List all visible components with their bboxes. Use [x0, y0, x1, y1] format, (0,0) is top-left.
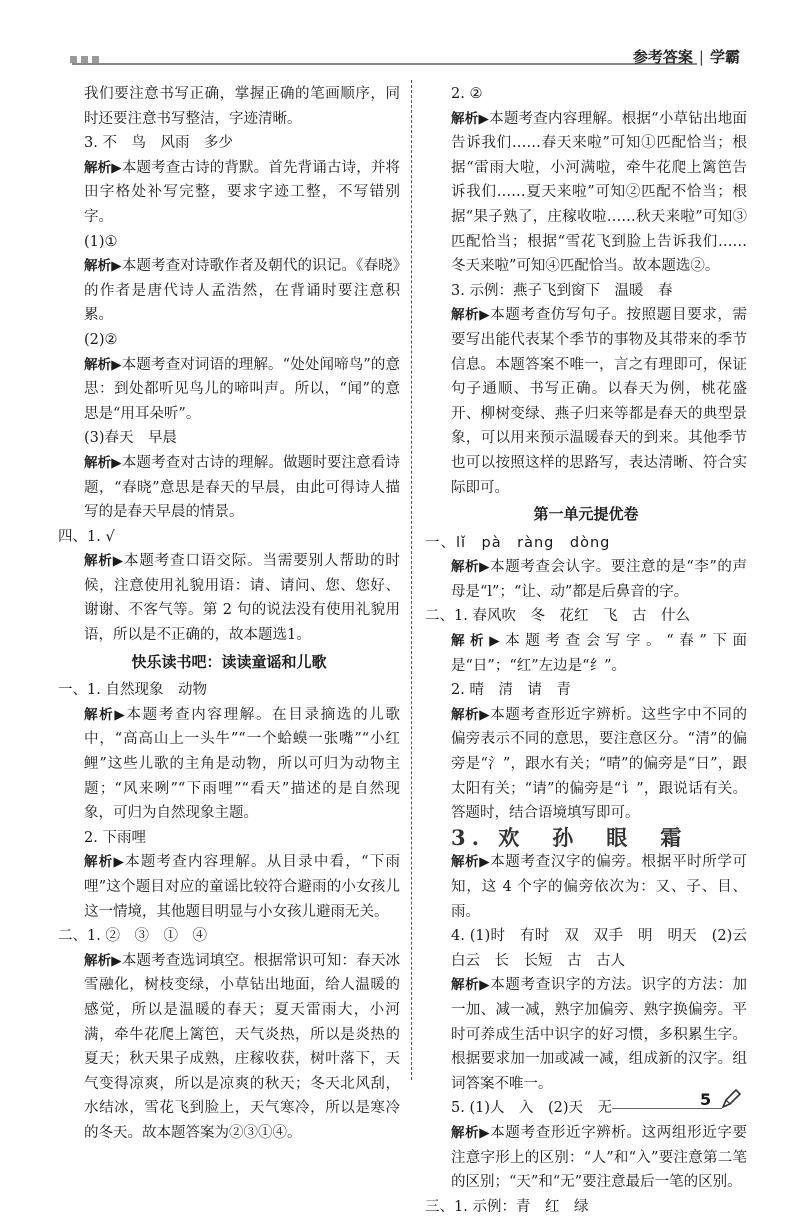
header-title [633, 46, 740, 67]
analysis-text: 本题考查仿写句子。按照题目要求，需要写出能代表某个季节的事物及其带来的季节信息。本题答案不唯一，言之有理即可，保证句子通顺、书写正确。以春天为例，桃花盛开、柳树变绿、燕子归来等都是春天的典型景象，可以用来预示温暖春天的到来。其他季节也可以按照这样的思路写，表达清晰、符合实际即可。 [451, 307, 747, 496]
analysis-label: 解析▶ [84, 553, 125, 570]
analysis-label: 解析▶ [451, 977, 491, 994]
answer-line: 一、1. 自然现象 动物 [58, 682, 207, 699]
answer-line: 二、1. 春风吹 冬 花红 飞 古 什么 [425, 608, 690, 625]
analysis-text: 本题考查内容理解。在目录摘选的儿歌中，“高高山上一头牛”“一个蛤蟆一张嘴”“小红鲤”这些儿歌的主角是动物，所以可归为动物主题；“风来咧”“下雨哩”“看天”描述的是自然现象，可归为自然现象主题。 [84, 706, 400, 822]
analysis-paragraph [425, 555, 747, 604]
header-decoration [70, 56, 99, 63]
column-divider [411, 80, 412, 1080]
analysis-text: 本题考查对词语的理解。“处处闻啼鸟”的意思：到处都听见鸟儿的啼叫声。所以，“闻”的意思是“用耳朵听”。 [84, 356, 400, 422]
analysis-label: 解析▶ [451, 559, 491, 576]
answer-line: 4. (1)时 有时 双 双手 明 明天 (2)云 白云 长 长短 古 古人 [451, 928, 762, 969]
analysis-paragraph [58, 703, 400, 826]
analysis-text: 本题考查口语交际。当需要别人帮助的时候，注意使用礼貌用语：请、请问、您、您好、谢谢、不客气等。第 2 句的说法没有使用礼貌用语，所以是不正确的，故本题选1。 [84, 553, 400, 644]
brand-logo: 学霸 [709, 48, 740, 66]
answer-line: 一、lǐ pà ràng dòng [425, 534, 611, 551]
analysis-text: 本题考查会认字。要注意的是“李”的声母是“l”；“让、动”都是后鼻音的字。 [451, 559, 747, 600]
answer-line: 3. 欢 孙 眼 霜 [451, 824, 688, 850]
analysis-label: 解析▶ [84, 854, 126, 871]
analysis-label: 解析▶ [451, 1124, 491, 1141]
section-title: 第一单元提优卷 [533, 505, 639, 524]
analysis-paragraph [425, 303, 747, 500]
analysis-text: 本题考查汉字的偏旁。根据平时所学可知，这 4 个字的偏旁依次为：又、子、目、雨。 [451, 854, 747, 920]
analysis-text: 本题考查会写字。“春”下面是“日”；“红”左边是“纟”。 [451, 633, 747, 674]
page-number: 5 [700, 1090, 712, 1109]
analysis-paragraph [58, 850, 400, 924]
pencil-icon [720, 1088, 742, 1110]
analysis-text: 本题考查识字的方法。识字的方法：加一加、减一减，熟字加偏旁、熟字换偏旁。平时可养成生活中识字的好习惯，多积累生字。根据要求加一加或减一减，组成新的汉字。组词答案不唯一。 [451, 977, 747, 1092]
analysis-text: 本题考查选词填空。根据常识可知：春天冰雪融化，树枝变绿，小草钻出地面，给人温暖的感觉，所以是温暖的春天；夏天雷雨大，小河满，牵牛花爬上篱笆，天气炎热，所以是炎热的夏天；秋天果子成熟，庄稼收获，树叶落下，天气变得凉爽，所以是凉爽的秋天；冬天北风刮，水结冰，雪花飞到脸上，天气寒冷，所以是寒冷的冬天。故本题答案为②③①④。 [84, 952, 400, 1141]
header-separator: | [698, 48, 704, 66]
analysis-paragraph [425, 850, 747, 924]
analysis-label: 解析▶ [84, 454, 122, 471]
answer-line: 3. 示例：燕子飞到窗下 温暖 春 [451, 282, 673, 299]
analysis-paragraph [425, 703, 747, 826]
analysis-paragraph [58, 254, 400, 328]
analysis-label: 解析▶ [84, 952, 122, 969]
analysis-label: 解析▶ [84, 258, 122, 275]
answer-line: 2. 晴 清 请 青 [451, 682, 571, 699]
answer-line: 四、1. √ [58, 528, 115, 545]
answer-line: 2. ② [451, 86, 483, 102]
analysis-text: 本题考查内容理解。根据“小草钻出地面告诉我们……春天来啦”可知①匹配恰当；根据“雷雨大啦，小河满啦，牵牛花爬上篱笆告诉我们……夏天来啦”可知②匹配不恰当；根据“果子熟了，庄稼收啦……秋天来啦”可知③匹配恰当；根据“雪花飞到脸上告诉我们……冬天来啦”可知④匹配恰当。故本题选②。 [451, 110, 747, 275]
analysis-paragraph [58, 451, 400, 525]
answer-line: 我们要注意书写正确，掌握正确的笔画顺序，同时还要注意书写整洁，字迹清晰。 [84, 86, 400, 127]
analysis-paragraph [58, 949, 400, 1146]
analysis-paragraph [58, 549, 400, 647]
answer-line: 二、1. ② ③ ① ④ [58, 928, 207, 945]
analysis-paragraph [425, 973, 747, 1096]
analysis-text: 本题考查对古诗的理解。做题时要注意看诗题，“春晓”意思是春天的早晨，由此可得诗人描写的是春天早晨的情景。 [84, 454, 400, 521]
analysis-text: 本题考查形近字辨析。这些字中不同的偏旁表示不同的意思，要注意区分。“清”的偏旁是“氵”，跟水有关；“晴”的偏旁是“日”，跟太阳有关；“请”的偏旁是“讠”，跟说话有关。答题时，结合语境填写即可。 [451, 706, 747, 822]
left-column [58, 82, 400, 1146]
analysis-label: 解析▶ [451, 706, 491, 723]
answer-line: 2. 下雨哩 [84, 829, 146, 846]
analysis-label: 解析▶ [84, 159, 122, 176]
right-column [425, 82, 762, 1219]
answer-line: (3)春天 早晨 [84, 430, 178, 447]
analysis-label: 解析▶ [84, 356, 122, 373]
analysis-paragraph [425, 1121, 747, 1195]
answer-line: (2)② [84, 331, 118, 348]
analysis-label: 解析▶ [451, 307, 491, 324]
analysis-label: 解析▶ [451, 110, 490, 127]
analysis-paragraph [58, 353, 400, 427]
answer-line: 5. (1)人 入 (2)天 无 [451, 1100, 613, 1117]
answer-line: (1)① [84, 233, 118, 250]
analysis-label: 解析▶ [84, 706, 127, 723]
header-label: 参考答案 [632, 48, 693, 66]
analysis-text: 本题考查古诗的背默。首先背诵古诗，并将田字格处补写完整，要求字迹工整，不写错别字。 [84, 159, 400, 225]
section-title: 快乐读书吧：读读童谣和儿歌 [131, 652, 327, 671]
analysis-paragraph [425, 629, 747, 678]
answer-line: 三、1. 示例：青 红 绿 [425, 1198, 589, 1215]
answer-line: 3. 不 鸟 风雨 多少 [84, 135, 233, 152]
header-rule [72, 63, 697, 65]
page-header [0, 0, 800, 72]
analysis-text: 本题考查对诗歌作者及朝代的识记。《春晓》的作者是唐代诗人孟浩然，在背诵时要注意积累。 [84, 258, 400, 324]
analysis-label: 解析▶ [451, 633, 506, 650]
analysis-paragraph [58, 156, 400, 230]
analysis-text: 本题考查形近字辨析。这两组形近字要注意字形上的区别：“人”和“入”要注意第二笔的区别；“天”和“无”要注意最后一笔的区别。 [451, 1124, 747, 1191]
analysis-paragraph [425, 107, 747, 279]
analysis-label: 解析▶ [451, 854, 491, 871]
analysis-text: 本题考查内容理解。从目录中看，“下雨哩”这个题目对应的童谣比较符合避雨的小女孩儿这一情境，其他题目明显与小女孩儿避雨无关。 [84, 854, 400, 920]
